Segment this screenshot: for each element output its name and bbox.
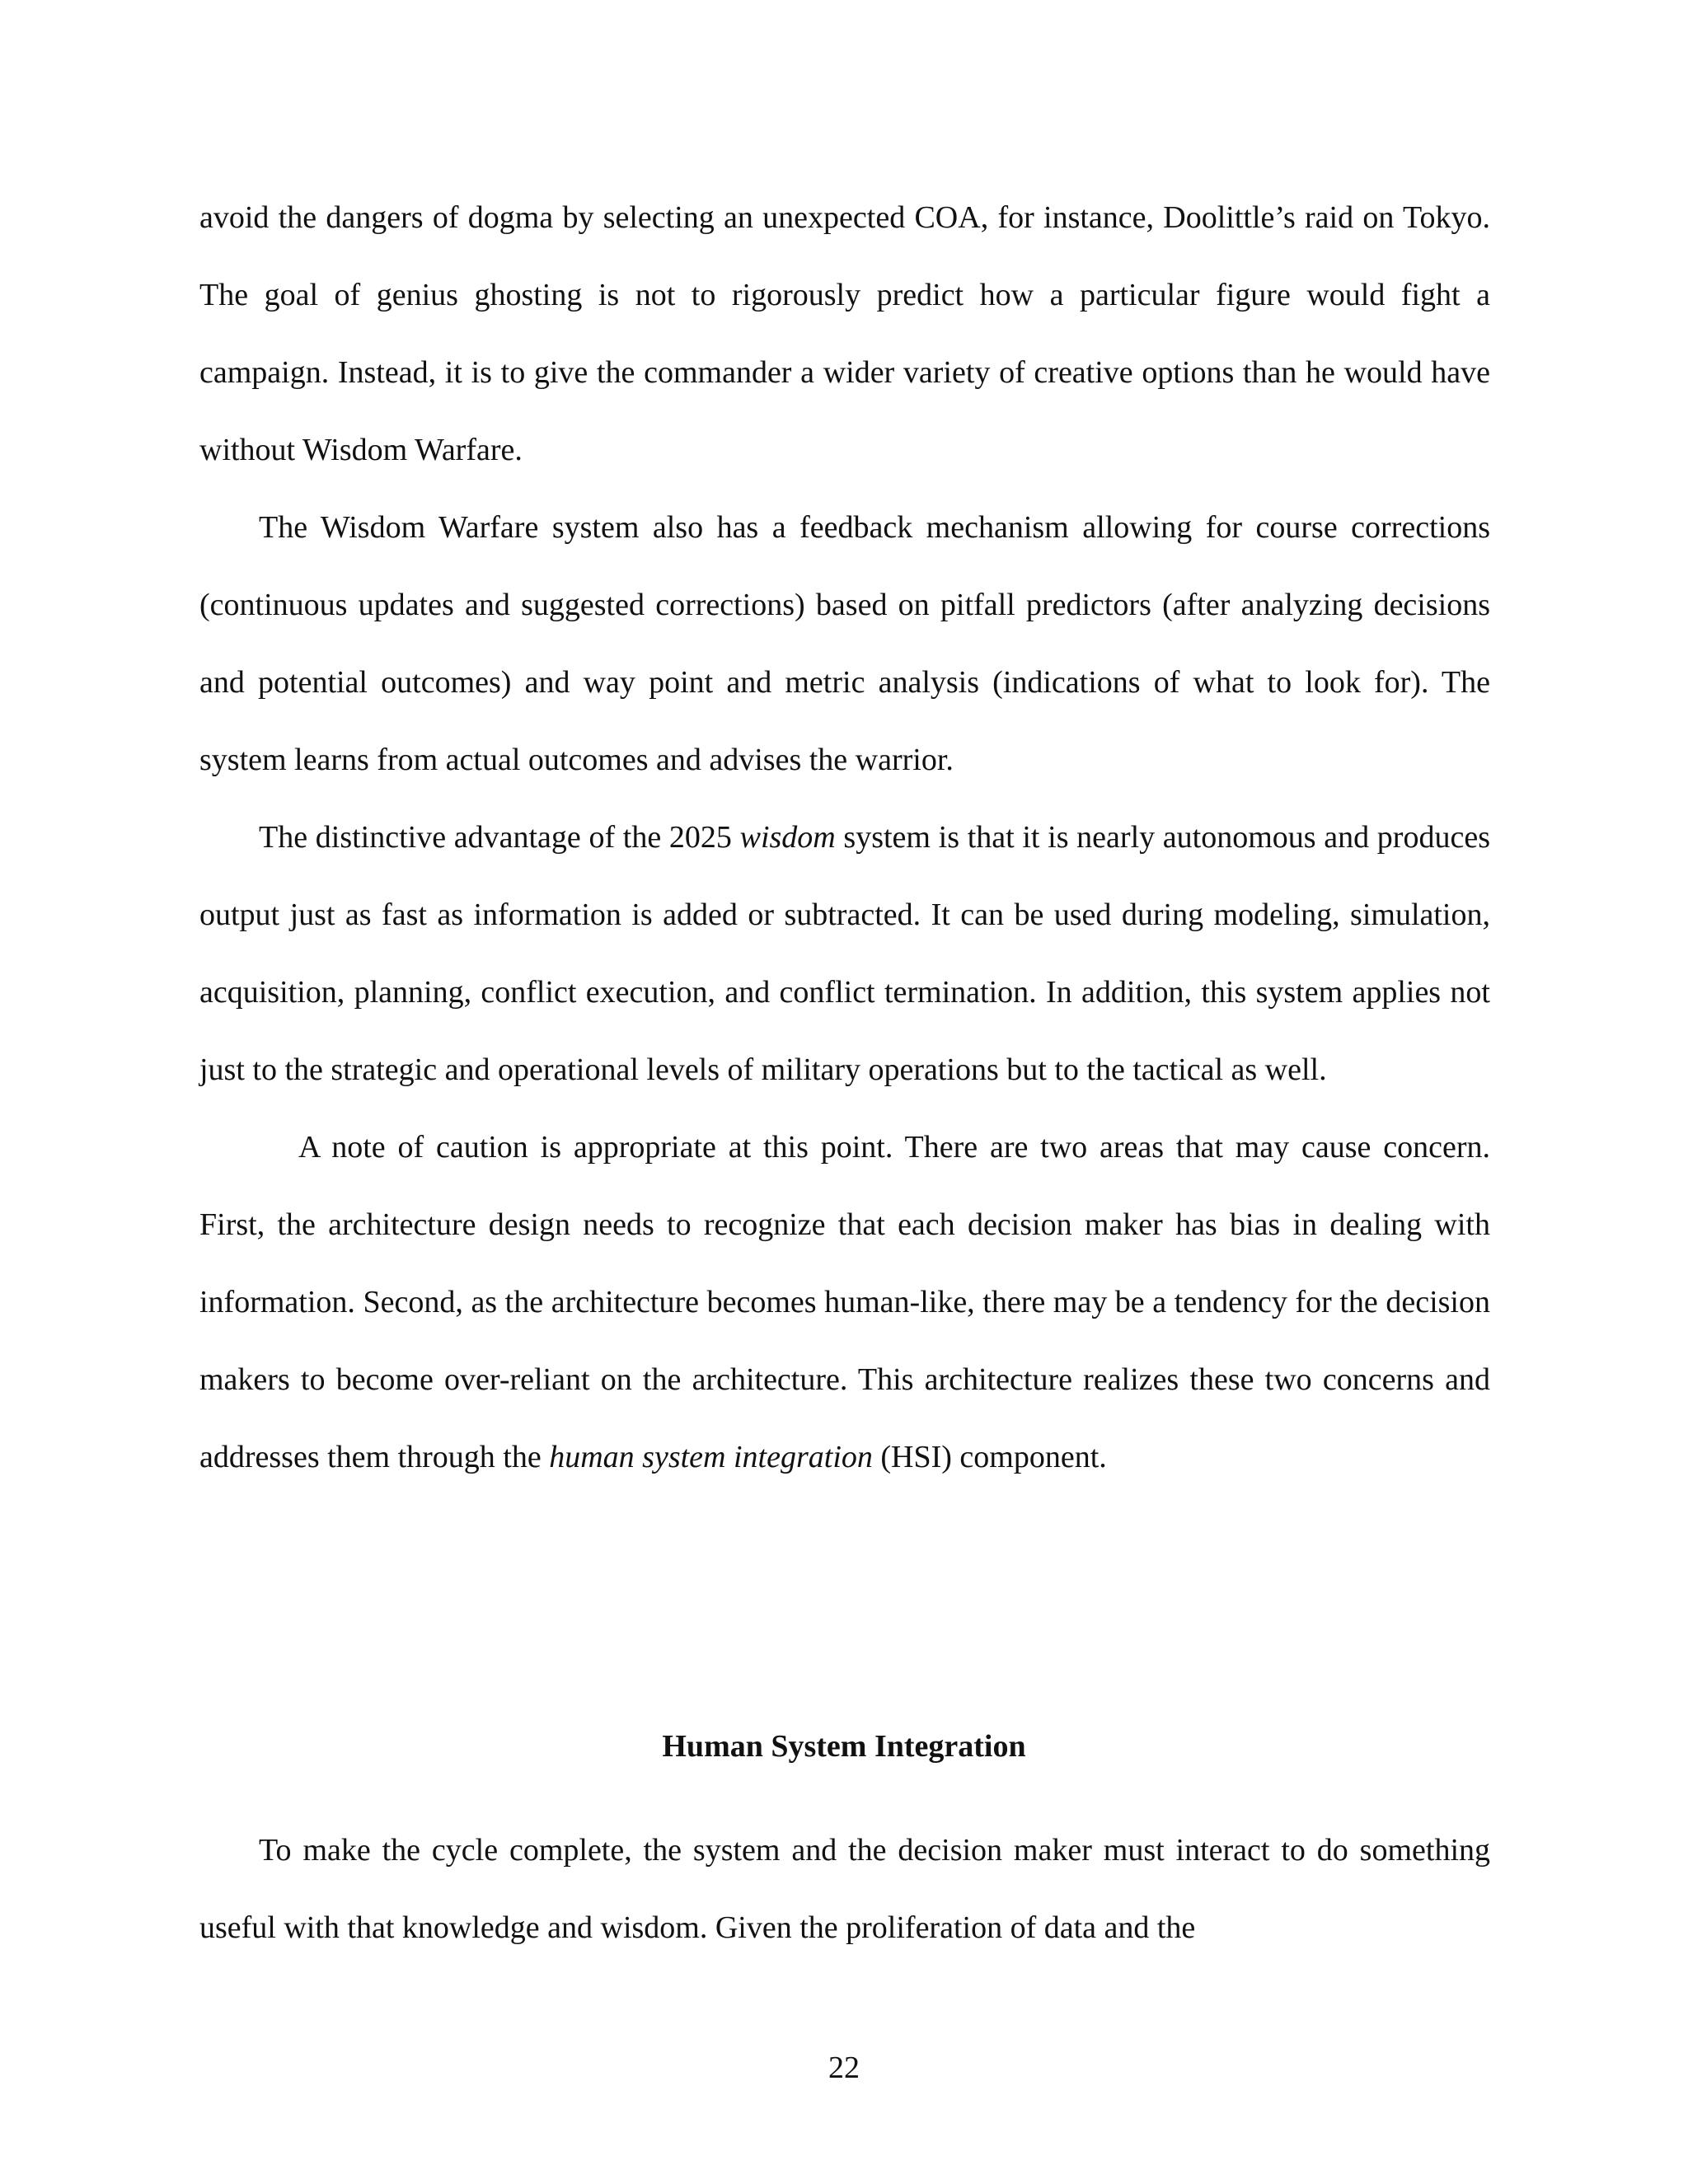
italic-term-hsi: human system integration xyxy=(549,1440,873,1474)
paragraph-text: avoid the dangers of dogma by selecting an unexpected COA, for instance, Doolittle’s raid on Tokyo. The goal of genius ghosting is not to rigorously predict how a particular figure would fight a campaign. Instead, it is to give the commander a wider variety of creative options than he would have without Wisdom Warfare. xyxy=(199,200,1490,467)
paragraph-text: A note of caution is appropriate at this point. There are two areas that may cause concern. First, the architecture design needs to recognize that each decision maker has bias in dealing with information. Second, as the architecture becomes human-like, there may be a tendency for the decision makers to become over-reliant on the architecture. This architecture realizes these two concerns and addresses them through the xyxy=(199,1130,1490,1474)
section-heading: Human System Integration xyxy=(662,1729,1026,1764)
paragraph-text: To make the cycle complete, the system and the decision maker must interact to do something useful with that knowledge and wisdom. Given the proliferation of data and the xyxy=(199,1833,1490,1945)
paragraph-text: The distinctive advantage of the 2025 xyxy=(259,820,740,855)
paragraph-feedback-mechanism xyxy=(199,489,1490,799)
page-number: 22 xyxy=(828,2050,860,2085)
paragraph-text: The Wisdom Warfare system also has a feedback mechanism allowing for course corrections (continuous updates and suggested corrections) based on pitfall predictors (after analyzing decisions and potential outcomes) and way point and metric analysis (indications of what to look for). The system learns from actual outcomes and advises the warrior. xyxy=(199,510,1490,777)
paragraph-cycle-complete xyxy=(199,1811,1490,1966)
body-text-upper xyxy=(199,179,1490,1496)
paragraph-note-of-caution xyxy=(199,1108,1490,1496)
body-text-lower xyxy=(199,1811,1490,1966)
paragraph-text: system is that it is nearly autonomous and produces output just as fast as information is added or subtracted. It can be used during modeling, simulation, acquisition, planning, conflict execution, and conflict termination. In addition, this system applies not just to the strategic and operational levels of military operations but to the tactical as well. xyxy=(199,820,1490,1087)
italic-term-wisdom: wisdom xyxy=(739,820,836,855)
paragraph-text: (HSI) component. xyxy=(872,1440,1107,1474)
paragraph-genius-ghosting xyxy=(199,179,1490,489)
paragraph-distinctive-advantage xyxy=(199,799,1490,1108)
